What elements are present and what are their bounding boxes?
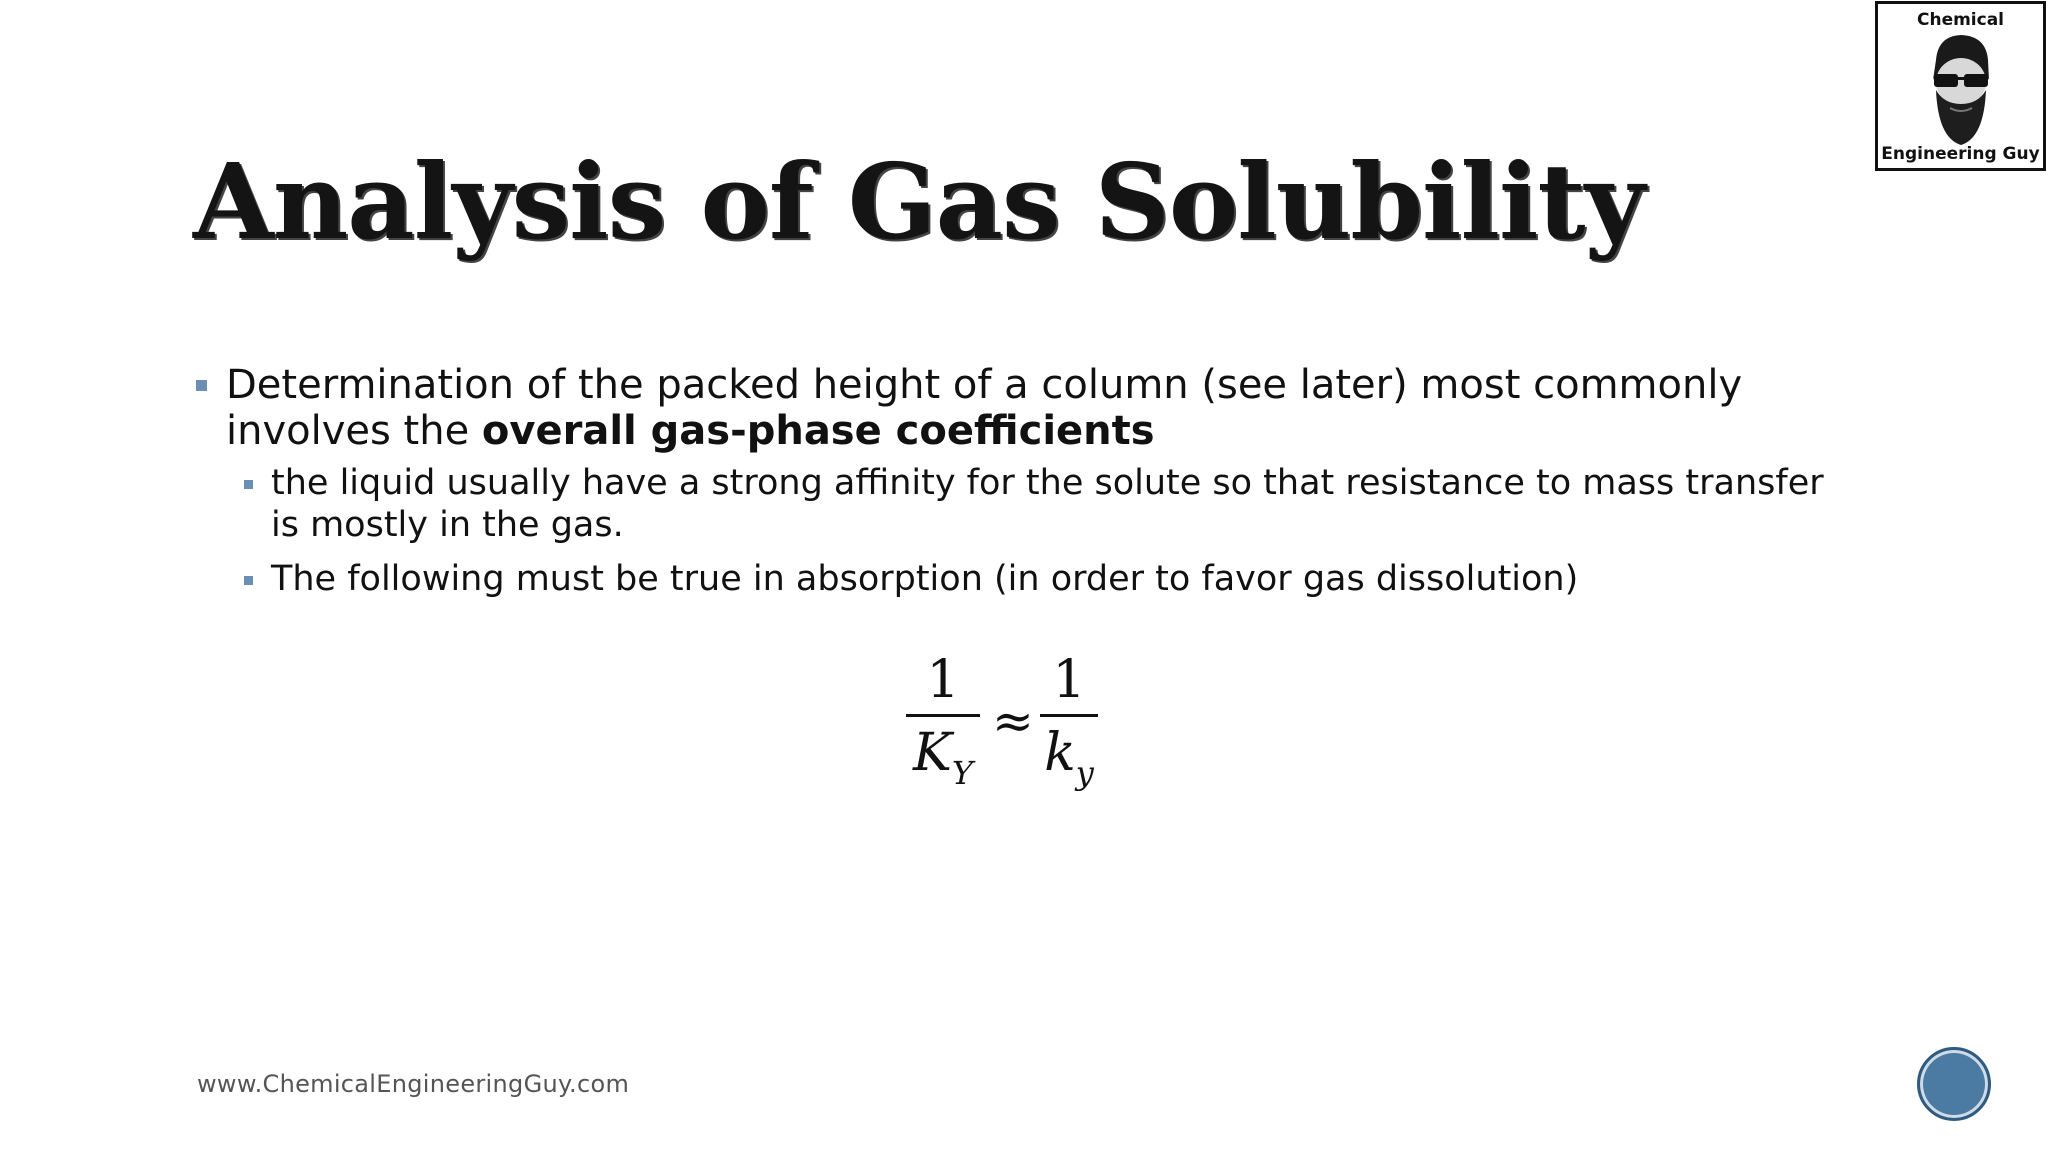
bearded-face-icon <box>1916 30 2006 148</box>
slide-nav-button[interactable] <box>1917 1047 1991 1121</box>
den-symbol: k <box>1044 723 1076 783</box>
brand-logo <box>1875 1 2046 171</box>
bullet-marker-icon <box>196 380 207 391</box>
sub-bullet-text: the liquid usually have a strong affinity for the solute so that resistance to mass transfer is mostly in the gas. <box>271 463 1824 545</box>
footer-url: www.ChemicalEngineeringGuy.com <box>197 1070 630 1098</box>
approx-operator: ≈ <box>992 692 1034 750</box>
sub-bullet-marker-icon <box>244 480 253 489</box>
numerator: 1 <box>1052 650 1086 710</box>
logo-top-text: Chemical <box>1916 10 2005 30</box>
sub-bullet-marker-icon <box>244 576 253 585</box>
den-subscript: y <box>1075 754 1094 792</box>
den-symbol: K <box>913 723 952 783</box>
bullet-text: Determination of the packed height of a column (see later) most commonly involves the <box>226 362 1743 454</box>
numerator: 1 <box>926 650 960 710</box>
fraction-bar <box>1040 714 1098 717</box>
denominator <box>1040 723 1098 803</box>
bullet-item-1 <box>196 362 1846 454</box>
denominator <box>906 723 980 803</box>
sub-bullet-text: The following must be true in absorption (in order to favor gas dissolution) <box>271 559 1579 599</box>
fraction-right <box>1040 650 1098 803</box>
fraction-bar <box>906 714 980 717</box>
slide-title: Analysis of Gas Solubility <box>193 140 1645 263</box>
den-subscript: Y <box>951 754 973 792</box>
bullet-bold-text: overall gas-phase coefficients <box>481 408 1155 454</box>
logo-bottom-text: Engineering Guy <box>1881 144 2040 164</box>
sub-bullet-item-2 <box>196 558 1846 600</box>
fraction-left <box>906 650 980 803</box>
equation <box>900 650 1100 810</box>
bullet-list <box>196 362 1846 600</box>
sub-bullet-item-1 <box>196 462 1846 546</box>
